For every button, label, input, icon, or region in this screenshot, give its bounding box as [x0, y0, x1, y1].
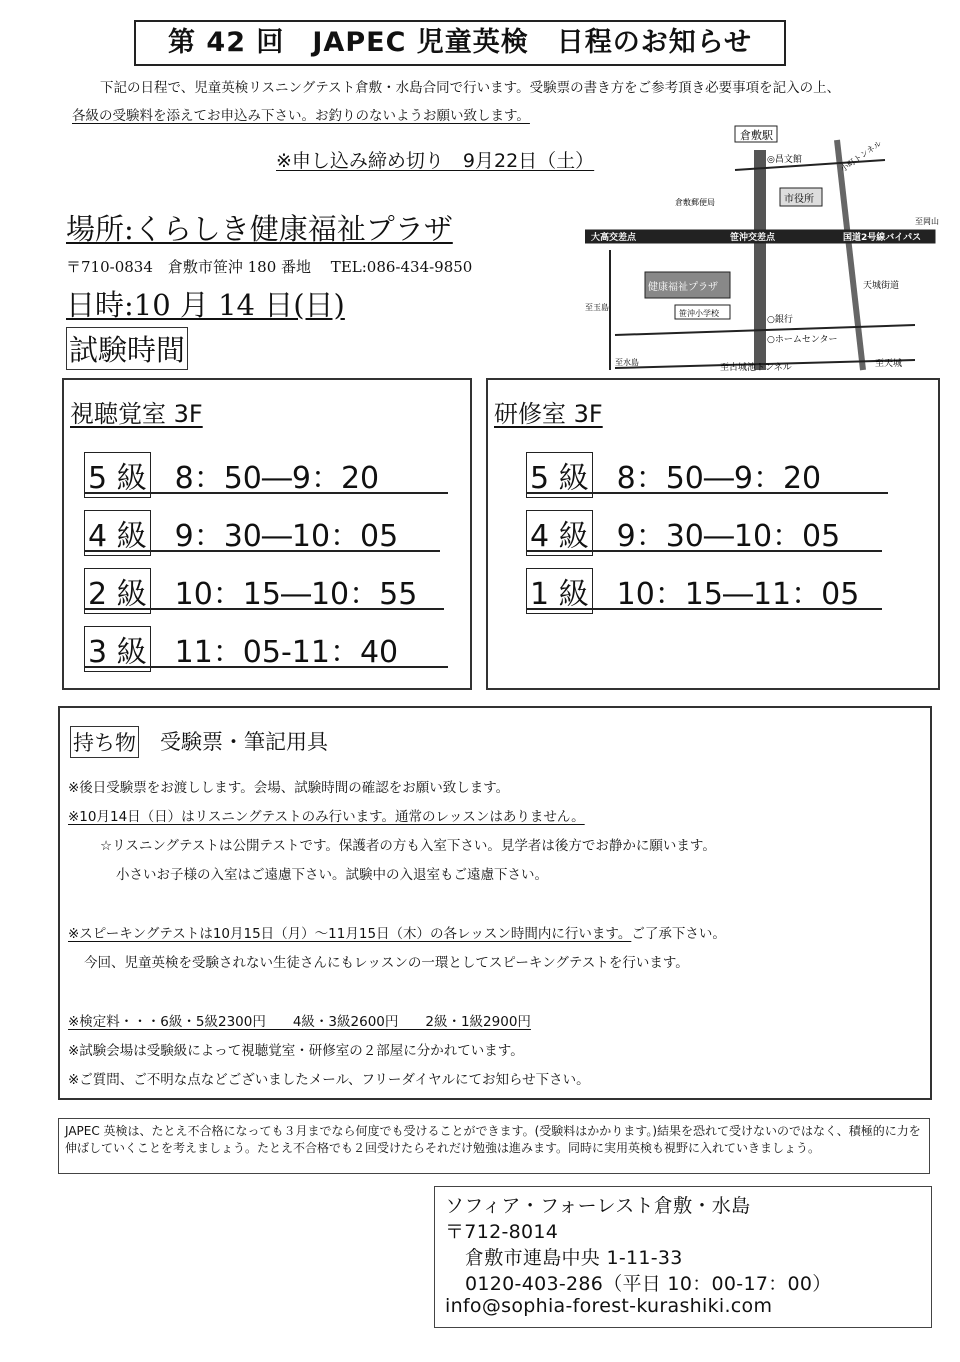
grade-label: 4 級 [526, 510, 593, 556]
schedule-row [84, 510, 440, 552]
map-kindergarten: ◎昌文館 [767, 155, 802, 165]
map-road-label-2: 笹沖交差点 [730, 233, 776, 243]
items-label: 持ち物 [70, 726, 139, 758]
grade-label: 3 級 [84, 626, 151, 672]
page-title: 第 42 回 JAPEC 児童英検 日程のお知らせ [168, 27, 752, 58]
map-road-label-1: 大高交差点 [591, 233, 637, 243]
grade-label: 2 級 [84, 568, 151, 614]
map-to-okayama: 至岡山 [915, 217, 939, 226]
grade-label: 5 級 [84, 452, 151, 498]
schedule-row [526, 510, 882, 552]
speaking-test-ack: ご了承下さい。 [631, 926, 726, 942]
map-station: 倉敷駅 [740, 129, 773, 142]
retake-note-box [58, 1118, 930, 1174]
map-school: 笹沖小学校 [679, 309, 719, 318]
map-tunnel-top: 小町トンネル [838, 138, 884, 174]
time-range: 9：30―10：05 [616, 519, 841, 554]
intro-line-1: 下記の日程で、児童英検リスニングテスト倉敷・水島合同で行います。受験票の書き方をご参考頂き必要事項を記入の上、 [100, 80, 841, 96]
grade-label: 4 級 [84, 510, 151, 556]
map-home-center: ○ホームセンター [767, 335, 838, 345]
schedule-row [526, 452, 888, 494]
map-plaza: 健康福祉プラザ [648, 282, 718, 293]
note-line: ※ご質問、ご不明な点などございましたメール、フリーダイヤルにてお知らせ下さい。 [68, 1072, 590, 1088]
notes-box [58, 706, 932, 1100]
deadline: ※申し込み締め切り 9月22日（土） [276, 150, 595, 172]
retake-note: JAPEC 英検は、たとえ不合格になっても３月までなら何度でも受けることができます。(受験料はかかります。)結果を恐れて受けないのではなく、積極的に力を伸ばしていくことを考えましょう。たとえ不合格でも２回受けたらそれだけ勉強は進みます。同時に実用英検も視野に入れていきましょう。 [65, 1124, 921, 1155]
room-schedule-training [486, 378, 940, 690]
room-schedule-av [62, 378, 472, 690]
room-title: 研修室 3F [494, 400, 603, 428]
contact-zip: 〒712-8014 [445, 1221, 559, 1243]
map-tunnel-bottom: 至古城池トンネル [720, 363, 792, 373]
room-title: 視聴覚室 3F [70, 400, 203, 428]
contact-phone: 0120-403-286（平日 10：00-17：00） [465, 1273, 832, 1295]
intro-line-2: 各級の受験料を添えてお申込み下さい。お釣りのないようお願い致します。 [72, 108, 530, 124]
schedule-row [84, 452, 448, 494]
schedule-row [526, 568, 882, 610]
speaking-test-note: ※スピーキングテストは10月15日（月）～11月15日（木）の各レッスン時間内に行います。 [68, 926, 632, 942]
map-road-label-3: 国道2号線バイパス [843, 233, 922, 243]
note-line: ※10月14日（日）はリスニングテストのみ行います。通常のレッスンはありません。 [68, 809, 585, 825]
schedule-row [84, 626, 448, 668]
contact-email[interactable]: info@sophia-forest-kurashiki.com [445, 1295, 773, 1317]
note-line: ※試験会場は受験級によって視聴覚室・研修室の２部屋に分かれています。 [68, 1043, 524, 1059]
time-range: 10：15―10：55 [174, 577, 418, 612]
map-to-mizushima: 至水島 [615, 358, 639, 367]
venue-address: 〒710-0834 倉敷市笹沖 180 番地 TEL:086-434-9850 [66, 258, 473, 276]
time-range: 9：30―10：05 [174, 519, 399, 554]
note-line: 小さいお子様の入室はご遠慮下さい。試験中の入退室もご遠慮下さい。 [116, 867, 548, 883]
note-line: ※後日受験票をお渡しします。会場、試験時間の確認をお願い致します。 [68, 780, 510, 796]
note-line: 今回、児童英検を受験されない生徒さんにもレッスンの一環としてスピーキングテストを行います。 [84, 955, 689, 971]
items-value: 受験票・筆記用具 [160, 730, 328, 754]
note-line: ☆リスニングテストは公開テストです。保護者の方も入室下さい。見学者は後方でお静かに願います。 [100, 838, 716, 854]
contact-name: ソフィア・フォーレスト倉敷・水島 [445, 1195, 751, 1217]
title-box [134, 20, 786, 66]
map-street: 天城街道 [863, 281, 900, 291]
map-road-right [837, 140, 863, 370]
contact-address: 倉敷市連島中央 1-11-33 [465, 1247, 683, 1269]
time-range: 11：05-11：40 [174, 635, 399, 670]
map-bank: ○銀行 [767, 315, 793, 325]
time-range: 8：50―9：20 [616, 461, 822, 496]
grade-label: 5 級 [526, 452, 593, 498]
map-to-amaki: 至天城 [875, 359, 903, 369]
time-range: 8：50―9：20 [174, 461, 380, 496]
map-to-tamashima: 至玉島 [585, 303, 609, 312]
grade-label: 1 級 [526, 568, 593, 614]
map-post-office: 倉敷郵便局 [675, 198, 715, 207]
note-line [68, 922, 726, 942]
map-city-hall: 市役所 [784, 194, 814, 205]
exam-times-label: 試験時間 [66, 327, 188, 370]
schedule-row [84, 568, 444, 610]
venue: 場所:くらしき健康福祉プラザ [66, 212, 453, 246]
venue-map [585, 120, 945, 378]
fee-line: ※検定料・・・6級・5級2300円 4級・3級2600円 2級・1級2900円 [68, 1014, 531, 1030]
contact-box [434, 1186, 932, 1328]
time-range: 10：15―11：05 [616, 577, 860, 612]
exam-date: 日時:10 月 14 日(日) [66, 288, 345, 322]
